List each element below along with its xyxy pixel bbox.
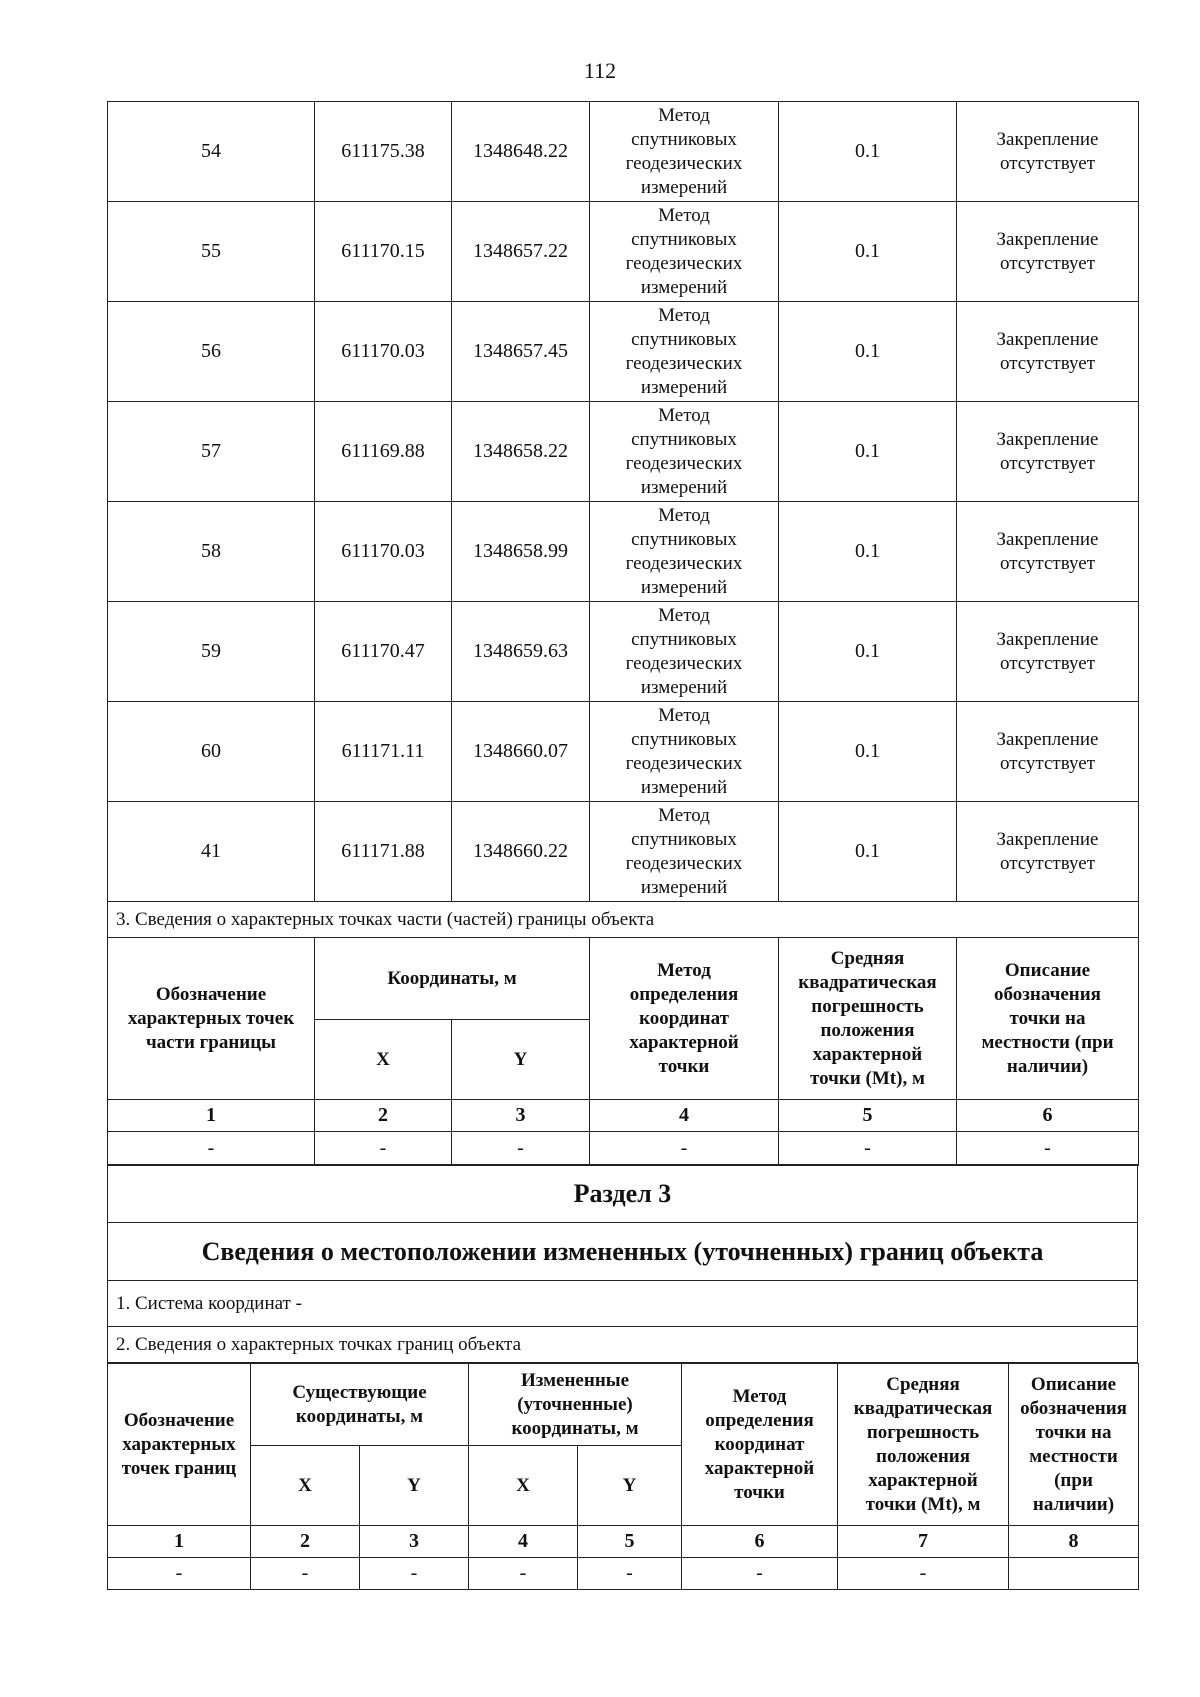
point-y: 1348659.63 <box>452 602 590 702</box>
empty-cell: - <box>682 1558 838 1590</box>
method-line: измерений <box>640 676 728 698</box>
point-method <box>590 702 779 802</box>
method-line: Метод <box>658 104 710 126</box>
method-line: измерений <box>640 776 728 798</box>
table-row <box>108 702 1139 802</box>
description-line: Закрепление <box>996 328 1099 350</box>
method-line: геодезических <box>625 452 743 474</box>
column-number: 5 <box>779 1100 957 1132</box>
point-method <box>590 202 779 302</box>
method-line: спутниковых <box>631 728 737 750</box>
column-number: 4 <box>590 1100 779 1132</box>
point-x: 611170.15 <box>315 202 452 302</box>
empty-cell <box>1009 1558 1139 1590</box>
table-row <box>108 502 1139 602</box>
method-line: спутниковых <box>631 328 737 350</box>
description-line: отсутствует <box>999 452 1096 474</box>
header-y-existing: Y <box>360 1446 469 1526</box>
method-line: геодезических <box>625 552 743 574</box>
method-line: спутниковых <box>631 828 737 850</box>
column-number: 4 <box>469 1526 578 1558</box>
table-row <box>108 602 1139 702</box>
empty-cell: - <box>315 1132 452 1166</box>
method-line: Метод <box>658 504 710 526</box>
method-line: геодезических <box>625 652 743 674</box>
empty-cell: - <box>469 1558 578 1590</box>
point-mt: 0.1 <box>779 202 957 302</box>
point-method <box>590 602 779 702</box>
empty-cell: - <box>779 1132 957 1166</box>
column-number: 5 <box>578 1526 682 1558</box>
method-line: геодезических <box>625 152 743 174</box>
header-method: Метод определения координат характерной точки <box>682 1364 838 1526</box>
point-description <box>957 802 1139 902</box>
point-mt: 0.1 <box>779 402 957 502</box>
point-x: 611170.47 <box>315 602 452 702</box>
point-method <box>590 802 779 902</box>
method-line: Метод <box>658 404 710 426</box>
point-id: 58 <box>108 502 315 602</box>
column-number: 2 <box>251 1526 360 1558</box>
header-designation: Обозначение характерных точек границ <box>108 1364 251 1526</box>
point-x: 611169.88 <box>315 402 452 502</box>
column-number: 6 <box>957 1100 1139 1132</box>
empty-cell: - <box>108 1132 315 1166</box>
method-line: спутниковых <box>631 228 737 250</box>
point-id: 57 <box>108 402 315 502</box>
point-mt: 0.1 <box>779 602 957 702</box>
method-line: спутниковых <box>631 528 737 550</box>
method-line: спутниковых <box>631 128 737 150</box>
header-designation: Обозначение характерных точек части границы <box>108 938 315 1100</box>
empty-cell: - <box>452 1132 590 1166</box>
point-x: 611171.11 <box>315 702 452 802</box>
table-row <box>108 102 1139 202</box>
point-mt: 0.1 <box>779 702 957 802</box>
method-line: геодезических <box>625 252 743 274</box>
column-number: 3 <box>360 1526 469 1558</box>
section-title: Раздел 3 <box>108 1165 1138 1223</box>
point-y: 1348658.99 <box>452 502 590 602</box>
table-row <box>108 802 1139 902</box>
point-description <box>957 402 1139 502</box>
point-mt: 0.1 <box>779 302 957 402</box>
method-line: геодезических <box>625 852 743 874</box>
description-line: отсутствует <box>999 252 1096 274</box>
point-y: 1348657.22 <box>452 202 590 302</box>
header-x-changed: X <box>469 1446 578 1526</box>
header-x-existing: X <box>251 1446 360 1526</box>
point-id: 55 <box>108 202 315 302</box>
header-x: X <box>315 1020 452 1100</box>
header-description: Описание обозначения точки на местности (при наличии) <box>957 938 1139 1100</box>
point-description <box>957 202 1139 302</box>
description-line: отсутствует <box>999 352 1096 374</box>
table-row <box>108 302 1139 402</box>
empty-cell: - <box>251 1558 360 1590</box>
method-line: Метод <box>658 604 710 626</box>
description-line: отсутствует <box>999 852 1096 874</box>
point-y: 1348657.45 <box>452 302 590 402</box>
column-number: 6 <box>682 1526 838 1558</box>
point-id: 59 <box>108 602 315 702</box>
description-line: Закрепление <box>996 728 1099 750</box>
description-line: Закрепление <box>996 128 1099 150</box>
point-method <box>590 402 779 502</box>
points-title: 2. Сведения о характерных точках границ объекта <box>108 1327 1138 1363</box>
column-number: 3 <box>452 1100 590 1132</box>
point-mt: 0.1 <box>779 502 957 602</box>
method-line: Метод <box>658 304 710 326</box>
empty-cell: - <box>578 1558 682 1590</box>
point-method <box>590 102 779 202</box>
header-coordinates: Координаты, м <box>315 938 590 1020</box>
method-line: измерений <box>640 176 728 198</box>
method-line: Метод <box>658 804 710 826</box>
method-line: Метод <box>658 704 710 726</box>
method-line: геодезических <box>625 352 743 374</box>
description-line: Закрепление <box>996 528 1099 550</box>
point-method <box>590 302 779 402</box>
header-method: Метод определения координат характерной точки <box>590 938 779 1100</box>
point-description <box>957 702 1139 802</box>
point-mt: 0.1 <box>779 102 957 202</box>
point-y: 1348658.22 <box>452 402 590 502</box>
description-line: отсутствует <box>999 152 1096 174</box>
column-number: 2 <box>315 1100 452 1132</box>
description-line: Закрепление <box>996 828 1099 850</box>
points-table <box>107 101 1139 1166</box>
point-description <box>957 302 1139 402</box>
description-line: отсутствует <box>999 752 1096 774</box>
column-number: 8 <box>1009 1526 1139 1558</box>
table-row <box>108 202 1139 302</box>
description-line: Закрепление <box>996 428 1099 450</box>
section-subtitle: Сведения о местоположении измененных (уточненных) границ объекта <box>108 1223 1138 1281</box>
empty-cell: - <box>838 1558 1009 1590</box>
header-mt: Средняя квадратическая погрешность положения характерной точки (Mt), м <box>779 938 957 1100</box>
point-x: 611170.03 <box>315 502 452 602</box>
point-mt: 0.1 <box>779 802 957 902</box>
method-line: измерений <box>640 276 728 298</box>
point-rows <box>108 102 1139 902</box>
empty-cell: - <box>108 1558 251 1590</box>
point-method <box>590 502 779 602</box>
method-line: измерений <box>640 476 728 498</box>
point-y: 1348660.22 <box>452 802 590 902</box>
header-y-changed: Y <box>578 1446 682 1526</box>
coord-system: 1. Система координат - <box>108 1281 1138 1327</box>
header-changed-coords: Измененные (уточненные) координаты, м <box>469 1364 682 1446</box>
method-line: измерений <box>640 876 728 898</box>
description-line: отсутствует <box>999 552 1096 574</box>
method-line: спутниковых <box>631 428 737 450</box>
section3-points-table <box>107 1363 1139 1590</box>
method-line: геодезических <box>625 752 743 774</box>
part3-title: 3. Сведения о характерных точках части (частей) границы объекта <box>108 902 1139 938</box>
method-line: измерений <box>640 576 728 598</box>
point-x: 611171.88 <box>315 802 452 902</box>
description-line: Закрепление <box>996 628 1099 650</box>
section3-header-table <box>107 1164 1138 1363</box>
empty-cell: - <box>590 1132 779 1166</box>
method-line: Метод <box>658 204 710 226</box>
description-line: Закрепление <box>996 228 1099 250</box>
point-description <box>957 102 1139 202</box>
header-y: Y <box>452 1020 590 1100</box>
column-number: 1 <box>108 1100 315 1132</box>
header-description: Описание обозначения точки на местности (при наличии) <box>1009 1364 1139 1526</box>
point-y: 1348648.22 <box>452 102 590 202</box>
header-mt: Средняя квадратическая погрешность положения характерной точки (Mt), м <box>838 1364 1009 1526</box>
point-description <box>957 602 1139 702</box>
point-description <box>957 502 1139 602</box>
description-line: отсутствует <box>999 652 1096 674</box>
header-existing-coords: Существующие координаты, м <box>251 1364 469 1446</box>
point-id: 56 <box>108 302 315 402</box>
empty-cell: - <box>360 1558 469 1590</box>
column-number: 7 <box>838 1526 1009 1558</box>
page-number: 112 <box>583 58 617 83</box>
point-id: 60 <box>108 702 315 802</box>
method-line: измерений <box>640 376 728 398</box>
method-line: спутниковых <box>631 628 737 650</box>
point-y: 1348660.07 <box>452 702 590 802</box>
point-x: 611175.38 <box>315 102 452 202</box>
point-id: 54 <box>108 102 315 202</box>
table-row <box>108 402 1139 502</box>
point-x: 611170.03 <box>315 302 452 402</box>
empty-cell: - <box>957 1132 1139 1166</box>
point-id: 41 <box>108 802 315 902</box>
column-number: 1 <box>108 1526 251 1558</box>
